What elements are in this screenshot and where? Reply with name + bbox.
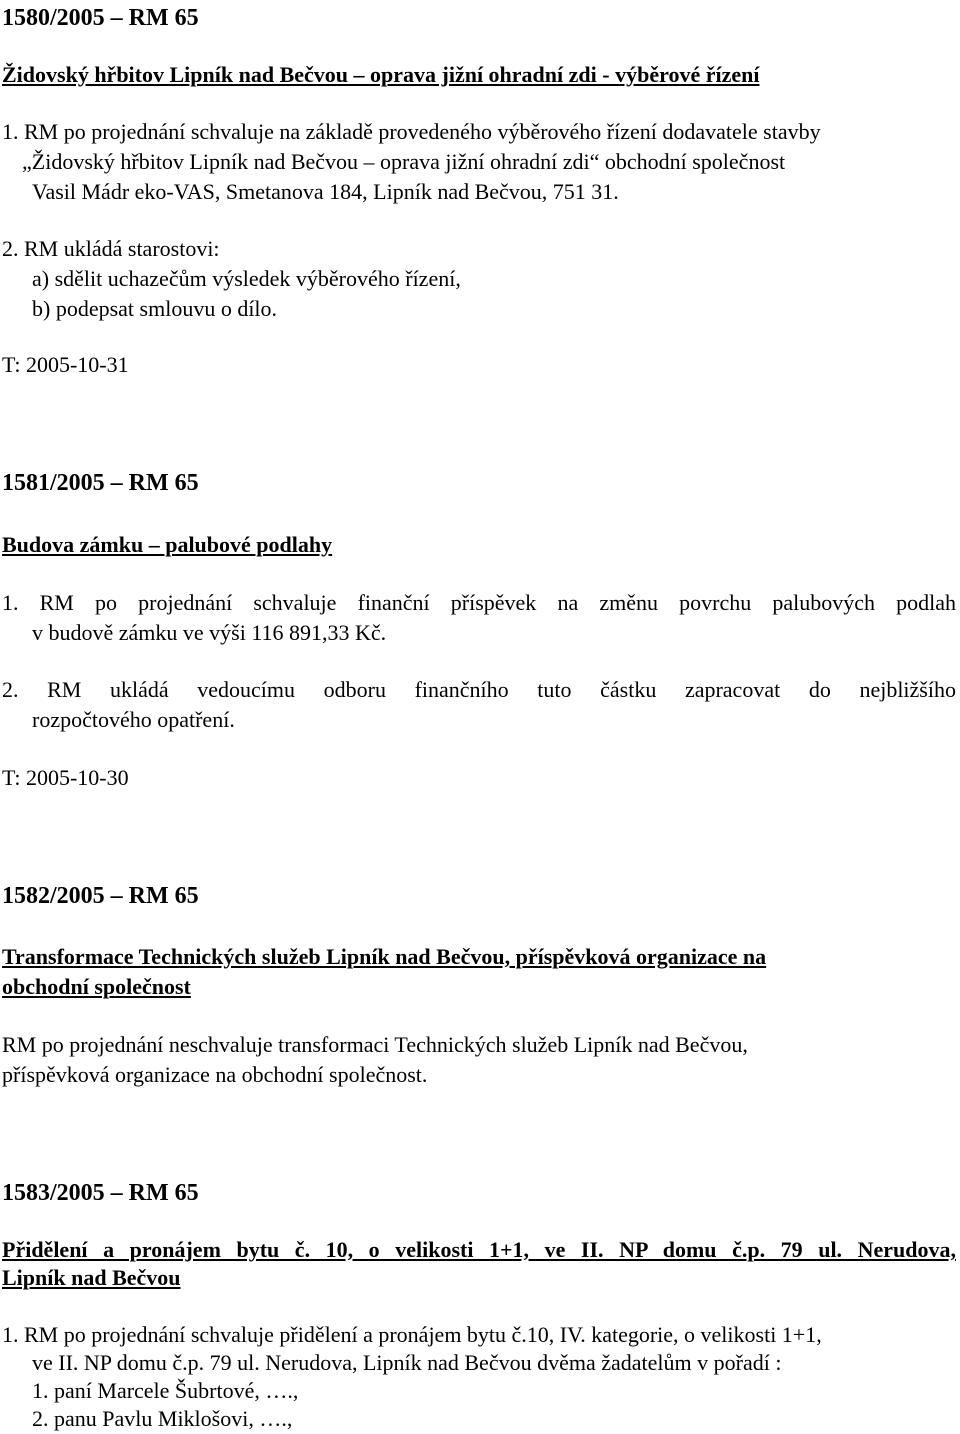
resolution-subject: Transformace Technických služeb Lipník nad Bečvou, příspěvková organizace na (2, 944, 767, 969)
resolution-subject: Přidělení a pronájem bytu č. 10, o velikosti 1+1, ve II. NP domu č.p. 79 ul. Nerudova, (2, 1237, 956, 1262)
deadline: T: 2005-10-30 (2, 765, 129, 790)
paragraph-line: rozpočtového opatření. (32, 707, 235, 732)
paragraph-line: a) sdělit uchazečům výsledek výběrového řízení, (32, 266, 461, 291)
paragraph-line: 1. RM po projednání schvaluje přidělení a pronájem bytu č.10, IV. kategorie, o velikosti 1+1, (2, 1322, 822, 1347)
paragraph-line: 1. RM po projednání schvaluje na základě provedeného výběrového řízení dodavatele stavby (2, 119, 821, 144)
paragraph-line: RM po projednání neschvaluje transformaci Technických služeb Lipník nad Bečvou, (2, 1032, 748, 1057)
deadline: T: 2005-10-31 (2, 352, 129, 377)
resolution-number: 1580/2005 – RM 65 (2, 5, 199, 31)
paragraph-line: „Židovský hřbitov Lipník nad Bečvou – oprava jižní ohradní zdi“ obchodní společnost (22, 149, 786, 174)
paragraph-line: 2. RM ukládá vedoucímu odboru finančního tuto částku zapracovat do nejbližšího (2, 677, 956, 702)
resolution-subject: obchodní společnost (2, 974, 191, 999)
resolution-number: 1581/2005 – RM 65 (2, 470, 199, 496)
resolution-subject: Budova zámku – palubové podlahy (2, 532, 333, 557)
resolution-subject: Židovský hřbitov Lipník nad Bečvou – oprava jižní ohradní zdi - výběrové řízení (2, 62, 760, 87)
paragraph-line: příspěvková organizace na obchodní společnost. (2, 1062, 428, 1087)
paragraph-line: v budově zámku ve výši 116 891,33 Kč. (32, 620, 387, 645)
paragraph-line: 2. RM ukládá starostovi: (2, 236, 220, 261)
list-item: 1. paní Marcele Šubrtové, …., (32, 1378, 299, 1403)
paragraph-line: 1. RM po projednání schvaluje finanční příspěvek na změnu povrchu palubových podlah (2, 590, 956, 615)
paragraph-line: b) podepsat smlouvu o dílo. (32, 296, 278, 321)
paragraph-line: ve II. NP domu č.p. 79 ul. Nerudova, Lipník nad Bečvou dvěma žadatelům v pořadí : (32, 1350, 782, 1375)
resolution-number: 1582/2005 – RM 65 (2, 883, 199, 909)
paragraph-line: Vasil Mádr eko-VAS, Smetanova 184, Lipník nad Bečvou, 751 31. (32, 179, 619, 204)
resolution-number: 1583/2005 – RM 65 (2, 1180, 199, 1206)
resolution-subject: Lipník nad Bečvou (2, 1265, 181, 1290)
list-item: 2. panu Pavlu Miklošovi, …., (32, 1406, 293, 1431)
